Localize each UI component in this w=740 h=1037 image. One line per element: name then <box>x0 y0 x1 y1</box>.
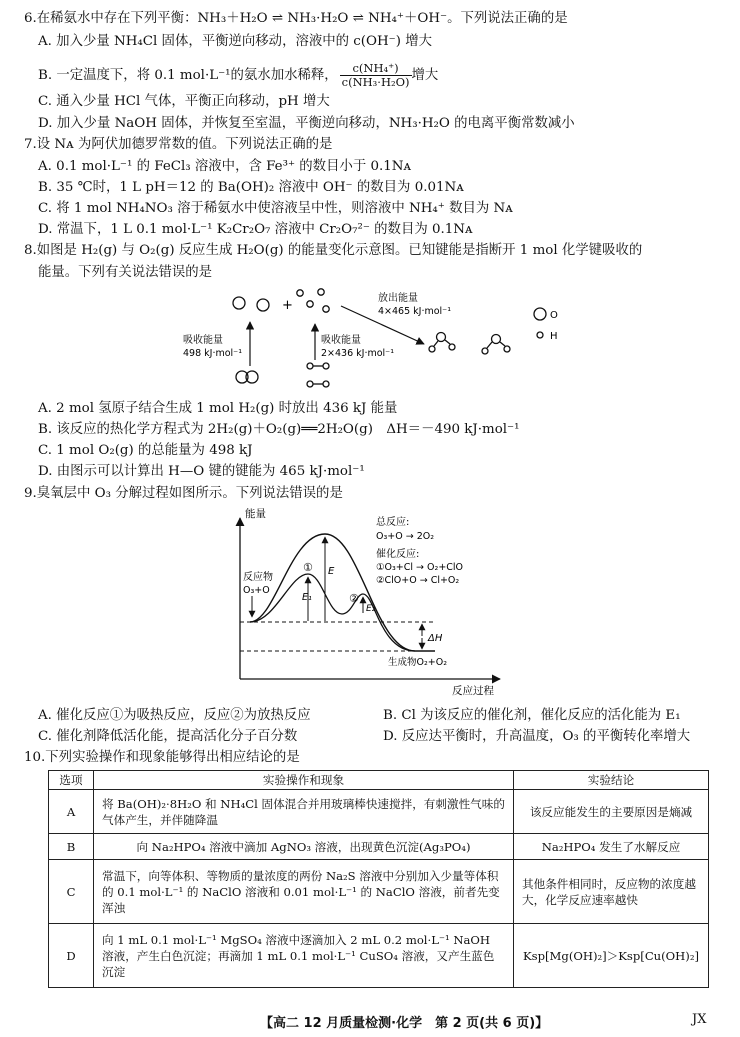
q6-option-b-text: B. 一定温度下，将 0.1 mol·L⁻¹的氨水加水稀释， <box>38 68 338 83</box>
total-reaction-eq: O₃+O → 2O₂ <box>376 531 435 542</box>
q6-option-b-tail: 增大 <box>411 68 439 83</box>
row-conclusion: Na₂HPO₄ 发生了水解反应 <box>514 834 709 860</box>
dh-label: ΔH <box>428 633 443 644</box>
q8-energy-figure <box>176 284 596 396</box>
absorb-value-2: 2×436 kJ·mol⁻¹ <box>321 348 395 359</box>
catalytic-step2: ②ClO+O → Cl+O₂ <box>376 575 460 586</box>
footer-code: JX <box>692 1012 707 1027</box>
release-value: 4×465 kJ·mol⁻¹ <box>378 306 452 317</box>
header-conclusion: 实验结论 <box>514 771 709 790</box>
row-operation: 将 Ba(OH)₂·8H₂O 和 NH₄Cl 固体混合并用玻璃棒快速搅拌，有刺激性气味的气体产生，并伴随降温 <box>94 790 514 834</box>
row-operation: 常温下，向等体积、等物质的量浓度的两份 Na₂S 溶液中分别加入少量等体积的 0.1 mol·L⁻¹ 的 NaClO 溶液和 0.01 mol·L⁻¹ 的 NaClO 溶液，前者先变浑浊 <box>94 860 514 924</box>
o-atom <box>257 299 269 311</box>
catalytic-label: 催化反应: <box>376 549 420 560</box>
h-atom <box>297 290 303 296</box>
q8-stem-line1: 8.如图是 H₂(g) 与 O₂(g) 反应生成 H₂O(g) 的能量变化示意图。已知键能是指断开 1 mol 化学键吸收的 <box>24 243 643 258</box>
table-row <box>49 834 709 860</box>
absorb-label-1: 吸收能量 <box>183 335 223 346</box>
h-atom <box>323 306 329 312</box>
e2-label: E₂ <box>366 604 376 614</box>
q6-option-a: A. 加入少量 NH₄Cl 固体，平衡逆向移动，溶液中的 c(OH⁻) 增大 <box>38 34 432 49</box>
table-row <box>49 790 709 834</box>
q7-stem: 7.设 Nᴀ 为阿伏加德罗常数的值。下列说法正确的是 <box>24 137 333 152</box>
e1-label: E₁ <box>302 592 312 603</box>
q8-stem-line2: 能量。下列有关说法错误的是 <box>38 265 213 280</box>
total-reaction-label: 总反应: <box>376 517 410 528</box>
h-atom <box>318 289 324 295</box>
q10-stem: 10.下列实验操作和现象能够得出相应结论的是 <box>24 750 300 765</box>
legend-o-symbol <box>534 308 546 320</box>
row-conclusion: 其他条件相同时，反应物的浓度越大，化学反应速率越快 <box>514 860 709 924</box>
q9-option-b: B. Cl 为该反应的催化剂，催化反应的活化能为 E₁ <box>383 708 681 723</box>
table-row <box>49 924 709 988</box>
q9-energy-profile <box>230 504 515 700</box>
row-conclusion: Ksp[Mg(OH)₂]＞Ksp[Cu(OH)₂] <box>514 924 709 988</box>
q10-experiment-table <box>48 770 709 988</box>
row-operation: 向 Na₂HPO₄ 溶液中滴加 AgNO₃ 溶液，出现黄色沉淀(Ag₃PO₄) <box>94 834 514 860</box>
absorb-value-1: 498 kJ·mol⁻¹ <box>183 348 243 359</box>
header-option: 选项 <box>49 771 94 790</box>
q8-option-c: C. 1 mol O₂(g) 的总能量为 498 kJ <box>38 443 253 458</box>
q7-option-b: B. 35 ℃时，1 L pH＝12 的 Ba(OH)₂ 溶液中 OH⁻ 的数目为 0.01Nᴀ <box>38 180 464 195</box>
row-option: C <box>49 860 94 924</box>
x-axis-label: 反应过程 <box>452 685 494 697</box>
peak2-marker: ② <box>349 592 359 605</box>
h-atom <box>307 301 313 307</box>
y-axis-label: 能量 <box>245 508 266 520</box>
h2-molecule <box>323 363 329 369</box>
q9-option-c: C. 催化剂降低活化能，提高活化分子百分数 <box>38 729 298 744</box>
row-conclusion: 该反应能发生的主要原因是熵减 <box>514 790 709 834</box>
q7-option-a: A. 0.1 mol·L⁻¹ 的 FeCl₃ 溶液中，含 Fe³⁺ 的数目小于 0.1Nᴀ <box>38 159 412 174</box>
water-molecule <box>492 335 501 344</box>
q6-option-c: C. 通入少量 HCl 气体，平衡正向移动，pH 增大 <box>38 94 330 109</box>
q6-fraction-den: c(NH₃·H₂O) <box>341 75 410 89</box>
footer-title: 【高二 12 月质量检测·化学 第 2 页(共 6 页)】 <box>260 1016 549 1031</box>
peak1-marker: ① <box>303 561 313 574</box>
reactant-label: 反应物 <box>243 572 273 583</box>
q9-option-d: D. 反应达平衡时，升高温度，O₃ 的平衡转化率增大 <box>383 729 691 744</box>
q6-stem: 6.在稀氨水中存在下列平衡：NH₃＋H₂O ⇌ NH₃·H₂O ⇌ NH₄⁺＋OH⁻。下列说法正确的是 <box>24 11 568 26</box>
q9-stem: 9.臭氧层中 O₃ 分解过程如图所示。下列说法错误的是 <box>24 486 343 501</box>
row-option: B <box>49 834 94 860</box>
water-molecule <box>482 348 488 354</box>
table-header-row <box>49 771 709 790</box>
q6-fraction <box>340 62 412 89</box>
table-row <box>49 860 709 924</box>
water-molecule <box>449 344 455 350</box>
h2-molecule <box>323 381 329 387</box>
legend-o-label: O <box>550 310 558 321</box>
row-option: D <box>49 924 94 988</box>
q9-option-a: A. 催化反应①为吸热反应，反应②为放热反应 <box>38 708 311 723</box>
h2-molecule <box>307 381 313 387</box>
e-label: E <box>328 566 335 577</box>
plus-sign: + <box>282 298 293 313</box>
catalytic-step1: ①O₃+Cl → O₂+ClO <box>376 562 464 573</box>
h2-molecule <box>307 363 313 369</box>
product-label: 生成物O₂+O₂ <box>388 657 448 668</box>
q7-option-c: C. 将 1 mol NH₄NO₃ 溶于稀氨水中使溶液呈中性，则溶液中 NH₄⁺ 数目为 Nᴀ <box>38 201 513 216</box>
row-option: A <box>49 790 94 834</box>
q7-option-d: D. 常温下，1 L 0.1 mol·L⁻¹ K₂Cr₂O₇ 溶液中 Cr₂O₇²⁻ 的数目为 0.1Nᴀ <box>38 222 473 237</box>
header-operation: 实验操作和现象 <box>94 771 514 790</box>
water-molecule <box>437 333 446 342</box>
q8-option-d: D. 由图示可以计算出 H—O 键的键能为 465 kJ·mol⁻¹ <box>38 464 365 479</box>
q6-option-d: D. 加入少量 NaOH 固体，并恢复至室温，平衡逆向移动，NH₃·H₂O 的电离平衡常数减小 <box>38 116 575 131</box>
q6-option-b <box>38 62 438 89</box>
q6-fraction-num: c(NH₄⁺) <box>340 62 412 76</box>
absorb-label-2: 吸收能量 <box>321 335 361 346</box>
release-label: 放出能量 <box>378 293 418 304</box>
reactant-formula: O₃+O <box>243 585 270 596</box>
q8-option-b: B. 该反应的热化学方程式为 2H₂(g)＋O₂(g)══2H₂O(g) ΔH＝－490 kJ·mol⁻¹ <box>38 422 520 437</box>
legend-h-symbol <box>537 332 543 338</box>
q8-option-a: A. 2 mol 氢原子结合生成 1 mol H₂(g) 时放出 436 kJ 能量 <box>38 401 398 416</box>
o-atom <box>233 297 245 309</box>
water-molecule <box>504 346 510 352</box>
legend-h-label: H <box>550 331 558 342</box>
row-operation: 向 1 mL 0.1 mol·L⁻¹ MgSO₄ 溶液中逐滴加入 2 mL 0.2 mol·L⁻¹ NaOH 溶液，产生白色沉淀；再滴加 1 mL 0.1 mol·L⁻¹ CuSO₄ 溶液，又产生蓝色沉淀 <box>94 924 514 988</box>
water-molecule <box>429 346 435 352</box>
